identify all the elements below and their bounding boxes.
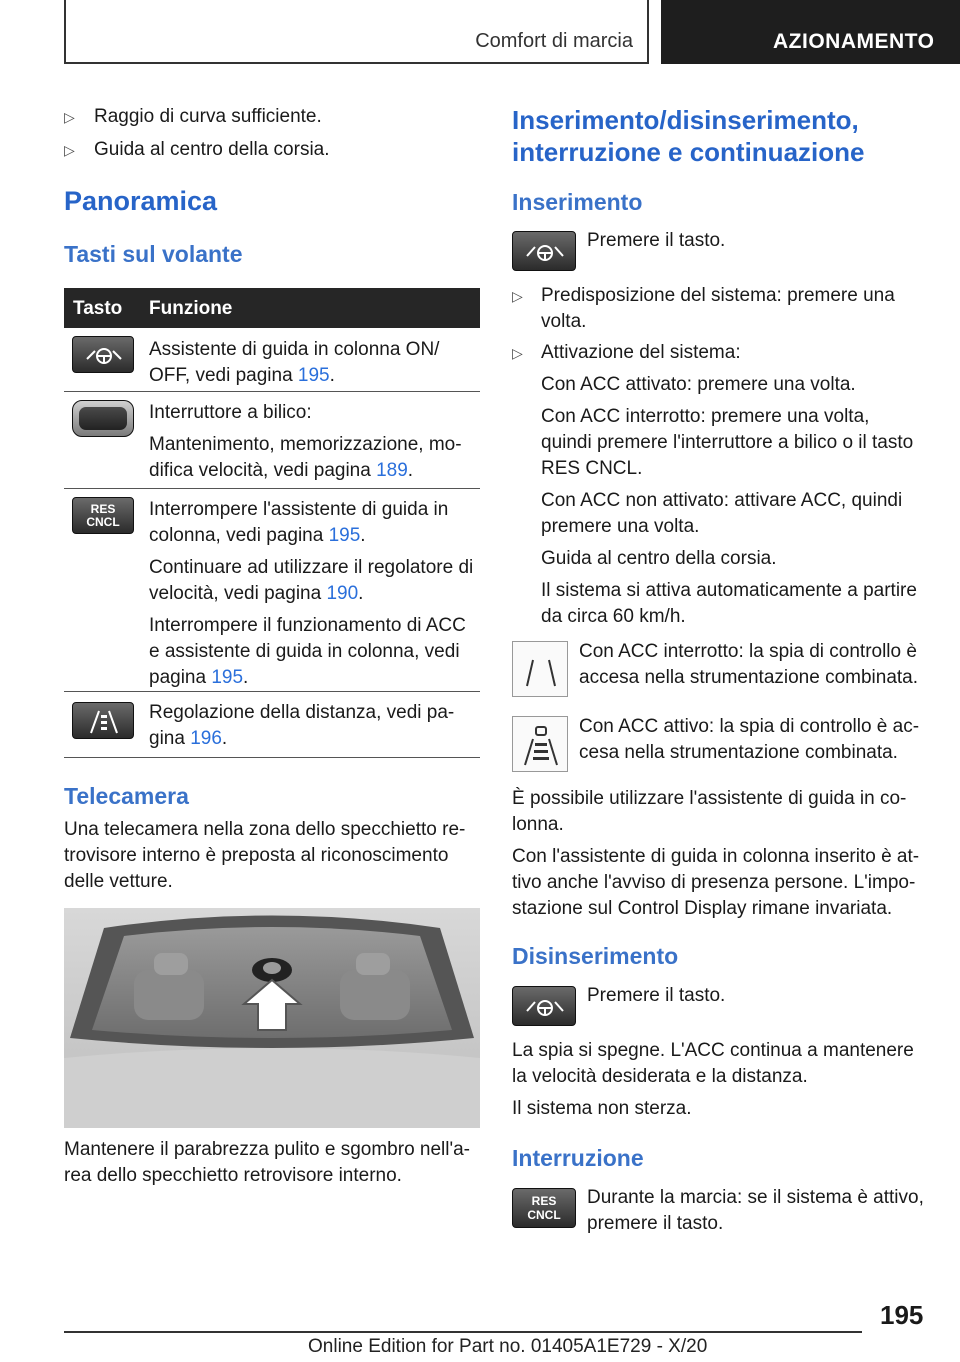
page-link[interactable]: 190 xyxy=(326,583,359,604)
table-divider xyxy=(64,757,480,758)
page-link[interactable]: 195 xyxy=(211,667,244,688)
steering-assist-key-icon xyxy=(512,986,576,1026)
page-number: 195 xyxy=(880,1300,924,1330)
heading-disinserimento: Disinserimento xyxy=(512,943,679,969)
heading-panoramica: Panoramica xyxy=(64,186,218,216)
header-section-box xyxy=(64,0,649,64)
heading-inserimento: Inserimento xyxy=(512,189,643,215)
footer-rule xyxy=(64,1331,862,1333)
bullet-item: ▷ Raggio di curva sufficiente. xyxy=(64,104,322,130)
col-header-funzione: Funzione xyxy=(149,298,233,319)
header-section-title: Comfort di marcia xyxy=(475,30,633,52)
table-divider xyxy=(64,391,480,392)
res-cncl-key-icon: RES CNCL xyxy=(512,1188,576,1228)
table-header xyxy=(64,288,480,328)
rocker-switch-icon xyxy=(72,400,134,437)
photo-caption: Mantenere il parabrezza pulito e sgombro nell'a- rea dello specchietto retrovisore interno. xyxy=(64,1139,471,1186)
press-key-text: Premere il tasto. xyxy=(587,985,726,1006)
bullet-triangle-icon: ▷ xyxy=(512,288,523,304)
heading-telecamera: Telecamera xyxy=(64,783,189,809)
bullet-triangle-icon: ▷ xyxy=(512,345,523,361)
paragraph: La spia si spegne. L'ACC continua a mantenere la velocità desiderata e la distanza. Il sistema non sterza. xyxy=(512,1040,914,1119)
page-link[interactable]: 196 xyxy=(190,728,222,749)
steering-assist-key-icon xyxy=(72,336,134,373)
steering-assist-key-icon xyxy=(512,231,576,271)
heading-main: Inserimento/disinserimento, interruzione e continuazione xyxy=(512,105,865,167)
table-cell-function: Assistente di guida in colonna ON/ OFF, vedi pagina 195. xyxy=(149,339,440,386)
table-cell-function: Interruttore a bilico: Mantenimento, memorizzazione, mo- difica velocità, vedi pagina 189. xyxy=(149,402,462,481)
paragraph: È possibile utilizzare l'assistente di guida in co- lonna. Con l'assistente di guida in colonna inserito è at- tivo anche l'avviso di presenza persone. L'impo- stazione sul Control Display rimane invariata. xyxy=(512,788,920,919)
lamp-text: Con ACC interrotto: la spia di controllo è accesa nella strumentazione combinata. xyxy=(579,641,919,688)
table-divider xyxy=(64,691,480,692)
table-divider xyxy=(64,488,480,489)
bullet-item: ▷ Guida al centro della corsia. xyxy=(64,137,330,163)
header-chapter-tab xyxy=(661,0,960,64)
page-link[interactable]: 189 xyxy=(376,460,408,481)
table-cell-function: Interrompere l'assistente di guida in colonna, vedi pagina 195. Continuare ad utilizzare il regolatore di velocità, vedi pagina 190. Interrompere il funzionamento di ACC e assistente di guida in colonna, vedi pagina 195. xyxy=(149,499,474,688)
page-link[interactable]: 195 xyxy=(328,525,361,546)
header-chapter-title: AZIONAMENTO xyxy=(773,30,935,53)
bullet-item: ▷ Predisposizione del sistema: premere una volta. xyxy=(512,285,895,332)
windshield-camera-image xyxy=(64,908,480,1128)
acc-interrupted-lamp-icon xyxy=(512,641,568,697)
telecamera-text: Una telecamera nella zona dello specchietto re- trovisore interno è preposta al riconoscimento delle vetture. xyxy=(64,819,466,892)
col-header-tasto: Tasto xyxy=(73,298,123,319)
bullet-triangle-icon: ▷ xyxy=(64,109,75,125)
footer-edition: Online Edition for Part no. 01405A1E729 - X/20 xyxy=(308,1336,708,1357)
acc-active-lamp-icon xyxy=(512,716,568,772)
res-cncl-key-icon: RES CNCL xyxy=(72,497,134,534)
page-link[interactable]: 195 xyxy=(297,365,330,386)
bullet-triangle-icon: ▷ xyxy=(64,142,75,158)
press-key-text: Premere il tasto. xyxy=(587,230,726,251)
heading-interruzione: Interruzione xyxy=(512,1145,644,1171)
heading-tasti-volante: Tasti sul volante xyxy=(64,241,243,267)
table-cell-function: Regolazione della distanza, vedi pa- gina 196. xyxy=(149,702,455,749)
lamp-text: Con ACC attivo: la spia di controllo è ac- cesa nella strumentazione combinata. xyxy=(579,716,920,763)
distance-key-icon xyxy=(72,702,134,739)
interruzione-text: Durante la marcia: se il sistema è attivo, premere il tasto. xyxy=(587,1187,924,1234)
bullet-item: ▷ Attivazione del sistema: Con ACC attivato: premere una volta. Con ACC interrotto: premere una volta, quindi premere l'interruttore a bilico o il tasto RES CNCL. Con ACC non attivato: attivare ACC, quindi premere una volta. Guida al centro della corsia. Il sistema si attiva automaticamente a partire da circa 60 km/h. xyxy=(512,342,917,627)
